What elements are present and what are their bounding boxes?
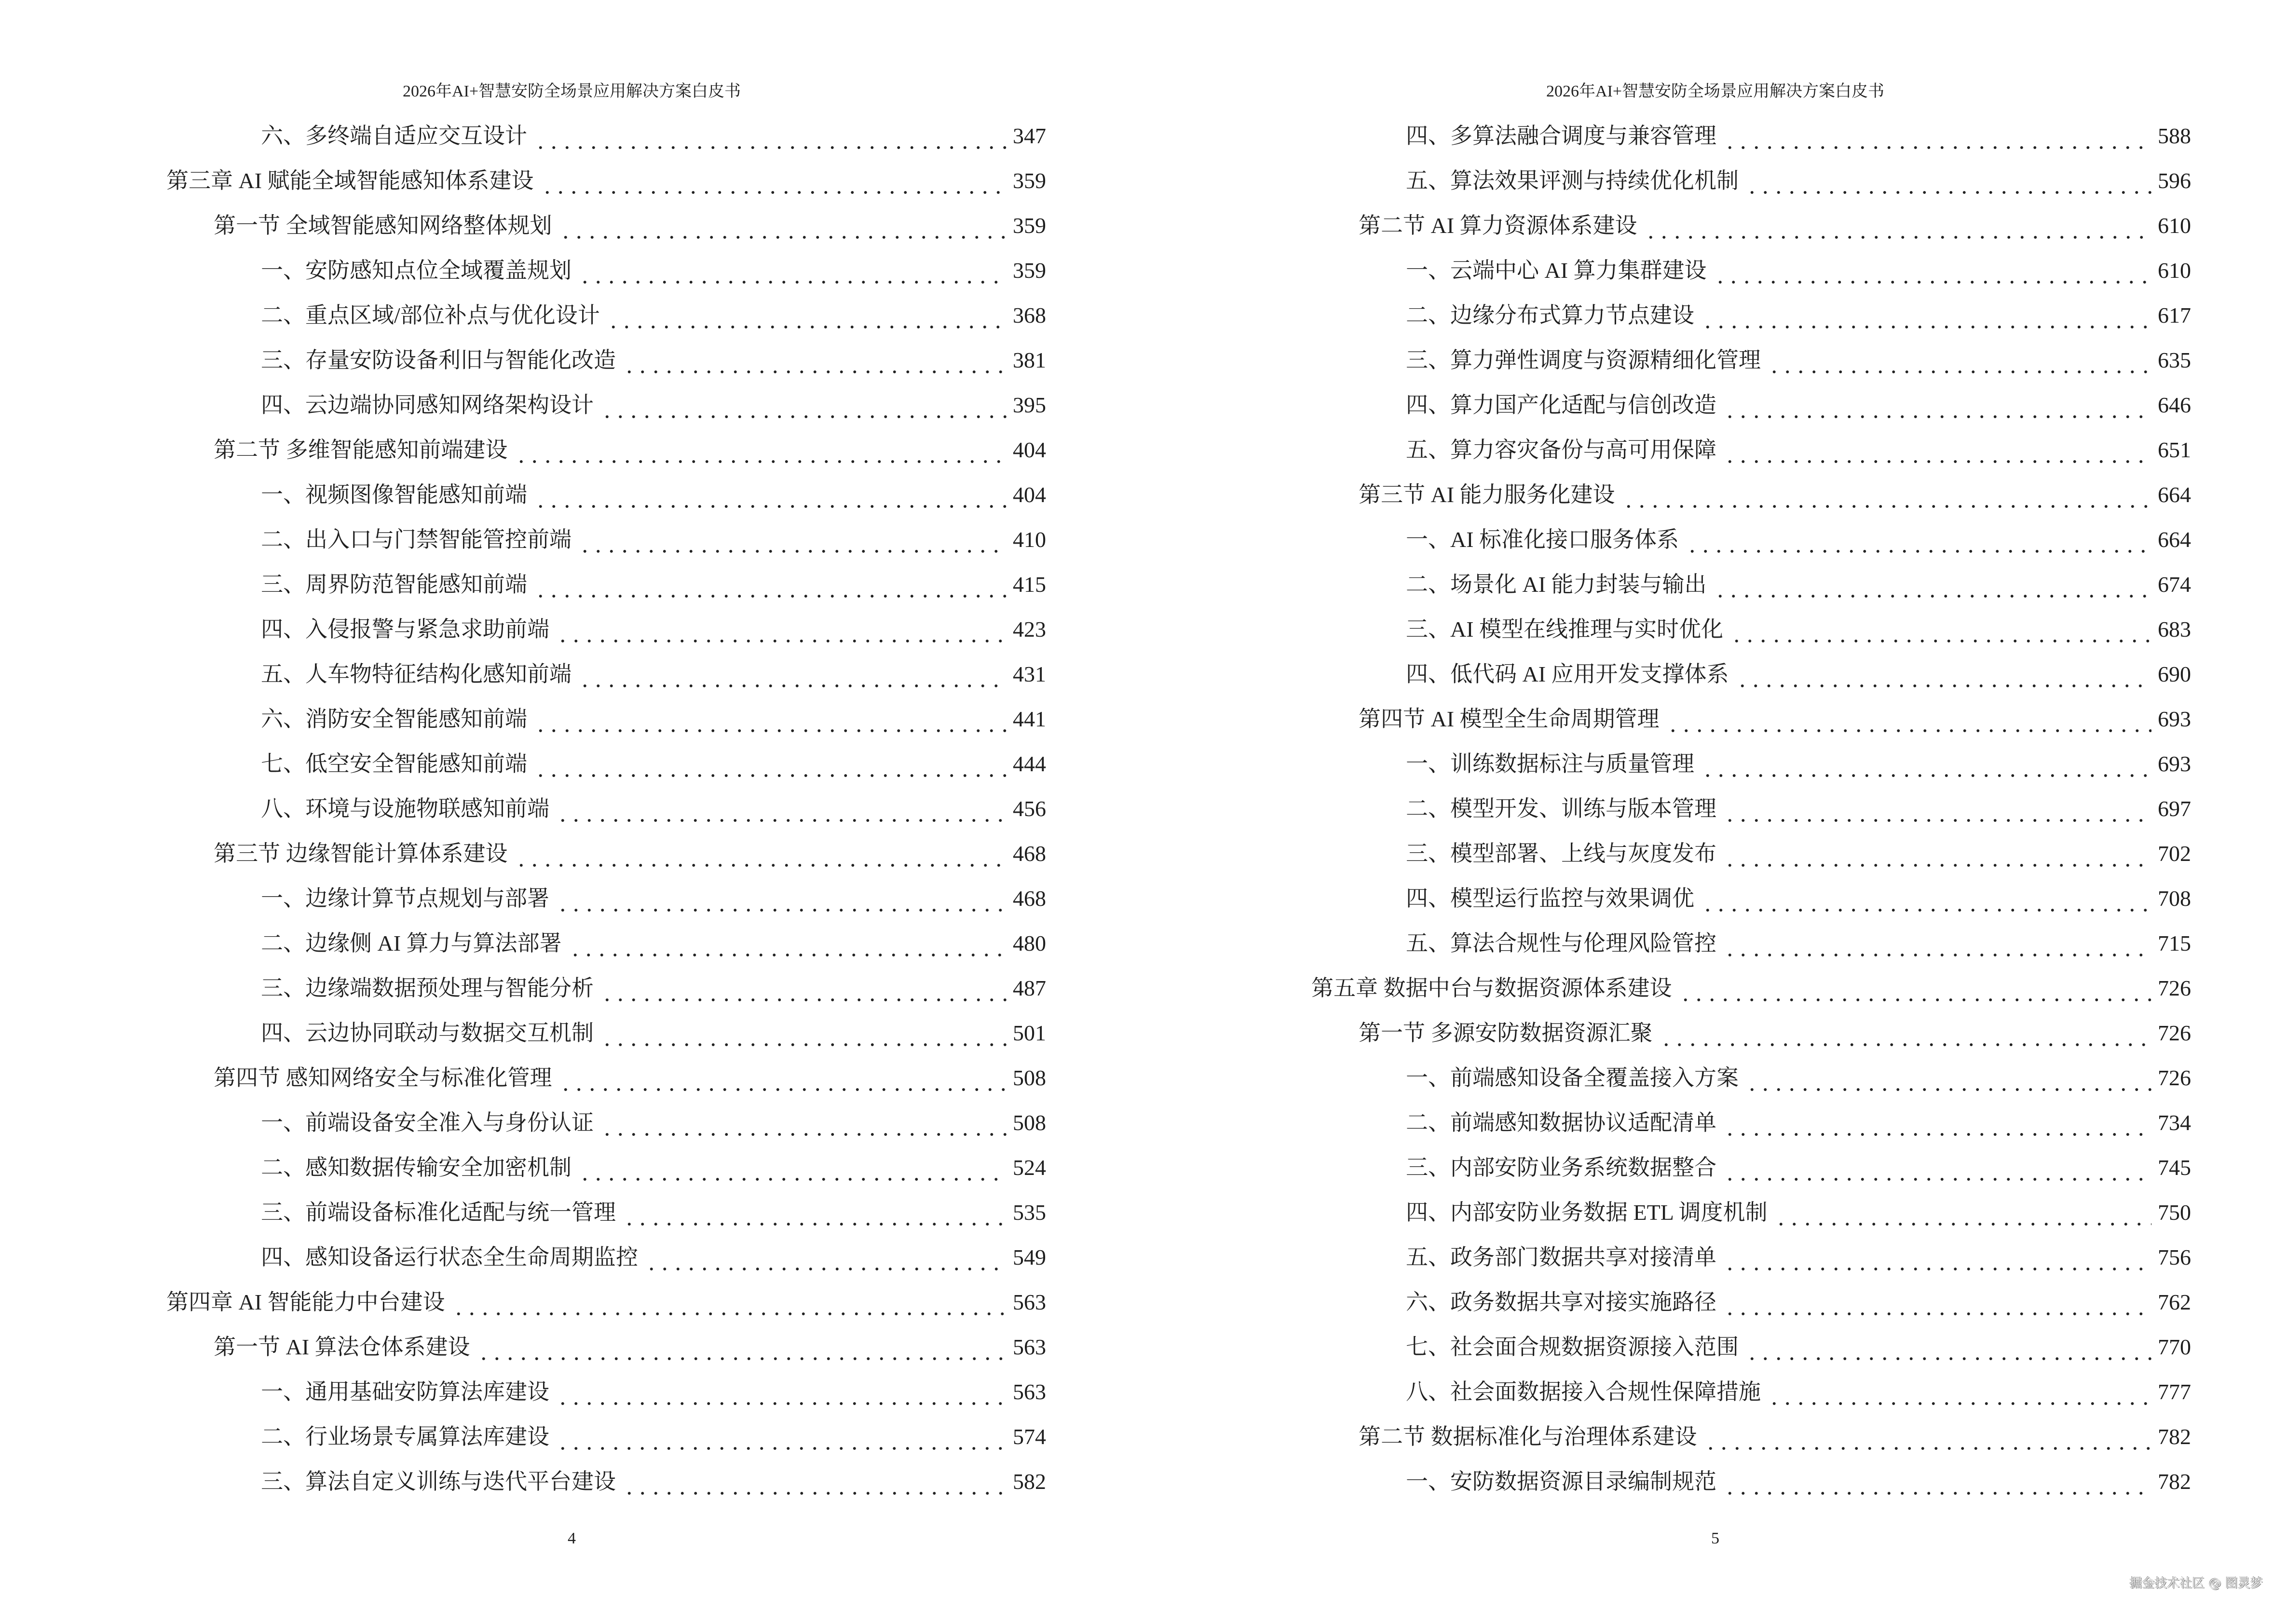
toc-section[interactable] xyxy=(1311,1414,2191,1459)
toc-entry-title: 四、云边端协同感知网络架构设计 xyxy=(261,393,594,417)
running-header: 2026年AI+智慧安防全场景应用解决方案白皮书 xyxy=(402,82,741,100)
toc-entry-title: 四、云边协同联动与数据交互机制 xyxy=(261,1021,594,1045)
dot-leader xyxy=(1730,629,2151,643)
toc-item[interactable] xyxy=(166,248,1046,293)
toc-entry-title: 第四节 AI 模型全生命周期管理 xyxy=(1359,707,1660,731)
dot-leader xyxy=(623,1212,1007,1227)
dot-leader xyxy=(623,360,1007,374)
toc-section[interactable] xyxy=(1311,696,2191,741)
toc-item[interactable] xyxy=(1311,1145,2191,1190)
dot-leader xyxy=(578,1167,1007,1182)
toc-item[interactable] xyxy=(166,1414,1046,1459)
toc-item[interactable] xyxy=(166,741,1046,786)
toc-entry-page: 690 xyxy=(2158,662,2191,686)
dot-leader xyxy=(600,1122,1007,1137)
toc-entry-page: 381 xyxy=(1013,348,1046,372)
toc-item[interactable] xyxy=(166,338,1046,382)
toc-item[interactable] xyxy=(1311,427,2191,472)
toc-item[interactable] xyxy=(1311,786,2191,831)
toc-entry-title: 第三节 AI 能力服务化建设 xyxy=(1359,482,1615,507)
toc-entry-page: 708 xyxy=(2158,886,2191,911)
toc-entry-title: 三、前端设备标准化适配与统一管理 xyxy=(261,1200,616,1225)
dot-leader xyxy=(534,136,1007,150)
toc-entry-title: 三、算法自定义训练与迭代平台建设 xyxy=(261,1469,616,1494)
dot-leader xyxy=(578,674,1007,688)
toc-section[interactable] xyxy=(1311,203,2191,248)
toc-entry-title: 五、算法效果评测与持续优化机制 xyxy=(1406,168,1739,193)
toc-entry-page: 441 xyxy=(1013,707,1046,731)
toc-entry-page: 756 xyxy=(2158,1245,2191,1269)
dot-leader xyxy=(1723,1481,2151,1496)
toc-item[interactable] xyxy=(166,607,1046,652)
dot-leader xyxy=(600,1033,1007,1047)
toc-chapter[interactable] xyxy=(166,1280,1046,1324)
page-number: 4 xyxy=(568,1529,576,1547)
dot-leader xyxy=(1745,180,2151,195)
toc-entry-title: 八、社会面数据接入合规性保障措施 xyxy=(1406,1379,1761,1404)
toc-entry-page: 508 xyxy=(1013,1110,1046,1135)
toc-item[interactable] xyxy=(1311,652,2191,696)
toc-entry-page: 762 xyxy=(2158,1290,2191,1314)
toc-entry-title: 一、前端设备安全准入与身份认证 xyxy=(261,1110,594,1135)
dot-leader xyxy=(578,270,1007,285)
toc-entry-title: 五、算力容灾备份与高可用保障 xyxy=(1406,437,1716,462)
toc-section[interactable] xyxy=(1311,472,2191,517)
toc-item[interactable] xyxy=(166,921,1046,966)
dot-leader xyxy=(578,539,1007,554)
toc-entry-page: 359 xyxy=(1013,258,1046,283)
dot-leader xyxy=(556,629,1007,643)
document-page-right xyxy=(1144,0,2287,1624)
toc-section[interactable] xyxy=(166,1324,1046,1369)
toc-entry-title: 第二节 多维智能感知前端建设 xyxy=(214,437,508,462)
toc-entry-page: 683 xyxy=(2158,617,2191,641)
toc-item[interactable] xyxy=(1311,1280,2191,1324)
dot-leader xyxy=(1723,405,2151,419)
toc-section[interactable] xyxy=(166,203,1046,248)
toc-item[interactable] xyxy=(1311,921,2191,966)
dot-leader xyxy=(1723,1167,2151,1182)
toc-entry-page: 697 xyxy=(2158,796,2191,821)
toc-item[interactable] xyxy=(166,562,1046,607)
toc-entry-page: 563 xyxy=(1013,1379,1046,1404)
toc-item[interactable] xyxy=(166,1369,1046,1414)
toc-item[interactable] xyxy=(166,472,1046,517)
dot-leader xyxy=(556,808,1007,823)
toc-entry-title: 第三章 AI 赋能全域智能感知体系建设 xyxy=(166,168,534,193)
toc-entry-title: 二、重点区域/部位补点与优化设计 xyxy=(261,303,600,328)
table-of-contents xyxy=(166,113,1046,1504)
dot-leader xyxy=(1701,898,2151,913)
toc-entry-title: 第一节 全域智能感知网络整体规划 xyxy=(214,213,552,238)
dot-leader xyxy=(556,1436,1007,1451)
dot-leader xyxy=(1714,584,2151,599)
toc-entry-page: 782 xyxy=(2158,1469,2191,1494)
page-number: 5 xyxy=(1711,1529,1719,1547)
toc-entry-page: 524 xyxy=(1013,1155,1046,1180)
toc-entry-title: 五、政务部门数据共享对接清单 xyxy=(1406,1245,1716,1269)
toc-entry-title: 四、多算法融合调度与兼容管理 xyxy=(1406,123,1716,148)
toc-entry-title: 第一节 多源安防数据资源汇聚 xyxy=(1359,1021,1653,1045)
toc-item[interactable] xyxy=(166,786,1046,831)
toc-entry-title: 三、内部安防业务系统数据整合 xyxy=(1406,1155,1716,1180)
toc-item[interactable] xyxy=(166,113,1046,158)
toc-entry-page: 693 xyxy=(2158,707,2191,731)
toc-entry-page: 745 xyxy=(2158,1155,2191,1180)
toc-item[interactable] xyxy=(166,696,1046,741)
toc-item[interactable] xyxy=(166,966,1046,1010)
toc-entry-title: 四、感知设备运行状态全生命周期监控 xyxy=(261,1245,638,1269)
toc-entry-page: 501 xyxy=(1013,1021,1046,1045)
toc-entry-title: 八、环境与设施物联感知前端 xyxy=(261,796,549,821)
toc-item[interactable] xyxy=(1311,562,2191,607)
toc-item[interactable] xyxy=(1311,517,2191,562)
dot-leader xyxy=(1768,1392,2151,1406)
dot-leader xyxy=(534,584,1007,599)
dot-leader xyxy=(1660,1033,2152,1047)
toc-entry-title: 第二节 数据标准化与治理体系建设 xyxy=(1359,1424,1697,1449)
toc-entry-title: 六、消防安全智能感知前端 xyxy=(261,707,527,731)
dot-leader xyxy=(600,988,1007,1002)
toc-entry-title: 第四章 AI 智能能力中台建设 xyxy=(166,1290,445,1314)
toc-item[interactable] xyxy=(1311,1324,2191,1369)
toc-entry-title: 一、通用基础安防算法库建设 xyxy=(261,1379,549,1404)
dot-leader xyxy=(1768,360,2151,374)
toc-entry-page: 664 xyxy=(2158,527,2191,552)
toc-item[interactable] xyxy=(1311,1190,2191,1235)
toc-entry-title: 二、前端感知数据协议适配清单 xyxy=(1406,1110,1716,1135)
dot-leader xyxy=(477,1347,1007,1361)
toc-entry-page: 750 xyxy=(2158,1200,2191,1225)
toc-item[interactable] xyxy=(166,293,1046,338)
dot-leader xyxy=(1723,808,2151,823)
toc-item[interactable] xyxy=(166,382,1046,427)
toc-item[interactable] xyxy=(1311,158,2191,203)
toc-item[interactable] xyxy=(166,1190,1046,1235)
toc-item[interactable] xyxy=(166,1235,1046,1280)
toc-entry-title: 第二节 AI 算力资源体系建设 xyxy=(1359,213,1637,238)
toc-entry-title: 第五章 数据中台与数据资源体系建设 xyxy=(1311,976,1672,1000)
toc-entry-page: 404 xyxy=(1013,437,1046,462)
dot-leader xyxy=(1714,270,2151,285)
toc-entry-title: 二、边缘分布式算力节点建设 xyxy=(1406,303,1694,328)
toc-item[interactable] xyxy=(1311,293,2191,338)
dot-leader xyxy=(1723,1302,2151,1316)
table-of-contents xyxy=(1311,113,2191,1504)
toc-entry-title: 三、算力弹性调度与资源精细化管理 xyxy=(1406,348,1761,372)
toc-chapter[interactable] xyxy=(166,158,1046,203)
toc-entry-page: 726 xyxy=(2158,976,2191,1000)
toc-entry-page: 456 xyxy=(1013,796,1046,821)
toc-entry-page: 404 xyxy=(1013,482,1046,507)
toc-entry-page: 480 xyxy=(1013,931,1046,955)
toc-item[interactable] xyxy=(1311,1235,2191,1280)
toc-entry-page: 651 xyxy=(2158,437,2191,462)
toc-entry-page: 468 xyxy=(1013,841,1046,866)
toc-item[interactable] xyxy=(1311,338,2191,382)
dot-leader xyxy=(1723,943,2151,957)
toc-entry-page: 347 xyxy=(1013,123,1046,148)
toc-section[interactable] xyxy=(166,427,1046,472)
toc-entry-page: 588 xyxy=(2158,123,2191,148)
toc-entry-title: 七、社会面合规数据资源接入范围 xyxy=(1406,1335,1739,1359)
toc-entry-title: 四、入侵报警与紧急求助前端 xyxy=(261,617,549,641)
toc-item[interactable] xyxy=(166,1145,1046,1190)
dot-leader xyxy=(559,225,1007,240)
dot-leader xyxy=(1745,1347,2151,1361)
toc-entry-page: 715 xyxy=(2158,931,2191,955)
toc-item[interactable] xyxy=(166,1459,1046,1504)
toc-entry-page: 702 xyxy=(2158,841,2191,866)
toc-item[interactable] xyxy=(1311,1100,2191,1145)
dot-leader xyxy=(1723,450,2151,464)
toc-entry-page: 726 xyxy=(2158,1065,2191,1090)
dot-leader xyxy=(607,315,1007,329)
toc-entry-title: 一、前端感知设备全覆盖接入方案 xyxy=(1406,1065,1739,1090)
toc-entry-title: 五、算法合规性与伦理风险管控 xyxy=(1406,931,1716,955)
toc-entry-page: 410 xyxy=(1013,527,1046,552)
dot-leader xyxy=(1686,539,2151,554)
toc-entry-title: 第四节 感知网络安全与标准化管理 xyxy=(214,1065,552,1090)
toc-item[interactable] xyxy=(1311,831,2191,876)
toc-entry-title: 二、出入口与门禁智能管控前端 xyxy=(261,527,572,552)
toc-item[interactable] xyxy=(1311,741,2191,786)
running-header: 2026年AI+智慧安防全场景应用解决方案白皮书 xyxy=(1546,82,1885,100)
toc-entry-page: 574 xyxy=(1013,1424,1046,1449)
toc-entry-title: 四、算力国产化适配与信创改造 xyxy=(1406,393,1716,417)
dot-leader xyxy=(1736,674,2151,688)
toc-item[interactable] xyxy=(166,1100,1046,1145)
toc-entry-page: 508 xyxy=(1013,1065,1046,1090)
toc-entry-title: 七、低空安全智能感知前端 xyxy=(261,751,527,776)
dot-leader xyxy=(534,719,1007,733)
toc-entry-page: 610 xyxy=(2158,213,2191,238)
toc-item[interactable] xyxy=(166,517,1046,562)
toc-entry-page: 664 xyxy=(2158,482,2191,507)
toc-entry-title: 一、云端中心 AI 算力集群建设 xyxy=(1406,258,1707,283)
toc-item[interactable] xyxy=(1311,113,2191,158)
dot-leader xyxy=(452,1302,1007,1316)
toc-entry-page: 468 xyxy=(1013,886,1046,911)
toc-chapter[interactable] xyxy=(1311,966,2191,1010)
toc-entry-title: 四、内部安防业务数据 ETL 调度机制 xyxy=(1406,1200,1768,1225)
dot-leader xyxy=(1644,225,2151,240)
toc-item[interactable] xyxy=(166,876,1046,921)
dot-leader xyxy=(569,943,1007,957)
toc-entry-title: 五、人车物特征结构化感知前端 xyxy=(261,662,572,686)
toc-entry-title: 三、边缘端数据预处理与智能分析 xyxy=(261,976,594,1000)
toc-entry-page: 359 xyxy=(1013,168,1046,193)
dot-leader xyxy=(1704,1436,2152,1451)
toc-entry-page: 782 xyxy=(2158,1424,2191,1449)
toc-entry-title: 三、AI 模型在线推理与实时优化 xyxy=(1406,617,1724,641)
toc-item[interactable] xyxy=(166,1010,1046,1055)
toc-entry-title: 二、边缘侧 AI 算力与算法部署 xyxy=(261,931,562,955)
toc-entry-page: 770 xyxy=(2158,1335,2191,1359)
toc-entry-page: 563 xyxy=(1013,1335,1046,1359)
toc-entry-title: 一、安防感知点位全域覆盖规划 xyxy=(261,258,572,283)
toc-entry-page: 734 xyxy=(2158,1110,2191,1135)
toc-item[interactable] xyxy=(1311,248,2191,293)
toc-entry-page: 726 xyxy=(2158,1021,2191,1045)
dot-leader xyxy=(600,405,1007,419)
dot-leader xyxy=(623,1481,1007,1496)
toc-entry-title: 二、感知数据传输安全加密机制 xyxy=(261,1155,572,1180)
toc-entry-page: 610 xyxy=(2158,258,2191,283)
toc-entry-title: 第三节 边缘智能计算体系建设 xyxy=(214,841,508,866)
toc-entry-page: 549 xyxy=(1013,1245,1046,1269)
toc-item[interactable] xyxy=(1311,382,2191,427)
dot-leader xyxy=(645,1257,1007,1271)
dot-leader xyxy=(1723,1257,2151,1271)
toc-entry-page: 646 xyxy=(2158,393,2191,417)
toc-entry-title: 第一节 AI 算法仓体系建设 xyxy=(214,1335,470,1359)
toc-entry-title: 一、边缘计算节点规划与部署 xyxy=(261,886,549,911)
toc-section[interactable] xyxy=(166,1055,1046,1100)
toc-entry-title: 二、模型开发、训练与版本管理 xyxy=(1406,796,1716,821)
dot-leader xyxy=(515,853,1007,868)
toc-entry-title: 三、模型部署、上线与灰度发布 xyxy=(1406,841,1716,866)
dot-leader xyxy=(1723,853,2151,868)
dot-leader xyxy=(1622,494,2151,509)
toc-entry-title: 一、训练数据标注与质量管理 xyxy=(1406,751,1694,776)
dot-leader xyxy=(559,1078,1007,1092)
dot-leader xyxy=(556,898,1007,913)
toc-item[interactable] xyxy=(166,652,1046,696)
dot-leader xyxy=(515,450,1007,464)
toc-entry-page: 359 xyxy=(1013,213,1046,238)
toc-item[interactable] xyxy=(1311,876,2191,921)
toc-entry-title: 二、行业场景专属算法库建设 xyxy=(261,1424,549,1449)
toc-entry-title: 六、政务数据共享对接实施路径 xyxy=(1406,1290,1716,1314)
toc-entry-page: 395 xyxy=(1013,393,1046,417)
dot-leader xyxy=(1701,315,2151,329)
toc-entry-title: 一、AI 标准化接口服务体系 xyxy=(1406,527,1679,552)
toc-entry-page: 431 xyxy=(1013,662,1046,686)
toc-entry-page: 674 xyxy=(2158,572,2191,597)
toc-entry-page: 635 xyxy=(2158,348,2191,372)
toc-entry-page: 582 xyxy=(1013,1469,1046,1494)
toc-entry-page: 693 xyxy=(2158,751,2191,776)
toc-entry-title: 四、低代码 AI 应用开发支撑体系 xyxy=(1406,662,1729,686)
dot-leader xyxy=(541,180,1007,195)
dot-leader xyxy=(556,1392,1007,1406)
toc-entry-page: 423 xyxy=(1013,617,1046,641)
toc-entry-title: 四、模型运行监控与效果调优 xyxy=(1406,886,1694,911)
toc-entry-page: 415 xyxy=(1013,572,1046,597)
toc-entry-page: 777 xyxy=(2158,1379,2191,1404)
toc-entry-page: 617 xyxy=(2158,303,2191,328)
dot-leader xyxy=(534,494,1007,509)
toc-entry-title: 一、安防数据资源目录编制规范 xyxy=(1406,1469,1716,1494)
toc-entry-title: 一、视频图像智能感知前端 xyxy=(261,482,527,507)
toc-item[interactable] xyxy=(1311,607,2191,652)
toc-section[interactable] xyxy=(166,831,1046,876)
toc-entry-page: 487 xyxy=(1013,976,1046,1000)
dot-leader xyxy=(534,764,1007,778)
dot-leader xyxy=(1701,764,2151,778)
dot-leader xyxy=(1666,719,2151,733)
toc-entry-title: 三、存量安防设备利旧与智能化改造 xyxy=(261,348,616,372)
toc-entry-page: 368 xyxy=(1013,303,1046,328)
toc-entry-title: 二、场景化 AI 能力封装与输出 xyxy=(1406,572,1707,597)
watermark: 掘金技术社区 @ 图灵梦 xyxy=(2129,1576,2263,1591)
toc-section[interactable] xyxy=(1311,1010,2191,1055)
toc-entry-title: 六、多终端自适应交互设计 xyxy=(261,123,527,148)
dot-leader xyxy=(1745,1078,2151,1092)
dot-leader xyxy=(1774,1212,2151,1227)
toc-item[interactable] xyxy=(1311,1055,2191,1100)
toc-item[interactable] xyxy=(1311,1459,2191,1504)
toc-item[interactable] xyxy=(1311,1369,2191,1414)
toc-entry-page: 444 xyxy=(1013,751,1046,776)
dot-leader xyxy=(1679,988,2152,1002)
toc-entry-page: 563 xyxy=(1013,1290,1046,1314)
dot-leader xyxy=(1723,136,2151,150)
toc-entry-page: 535 xyxy=(1013,1200,1046,1225)
toc-entry-page: 596 xyxy=(2158,168,2191,193)
dot-leader xyxy=(1723,1122,2151,1137)
toc-entry-title: 三、周界防范智能感知前端 xyxy=(261,572,527,597)
